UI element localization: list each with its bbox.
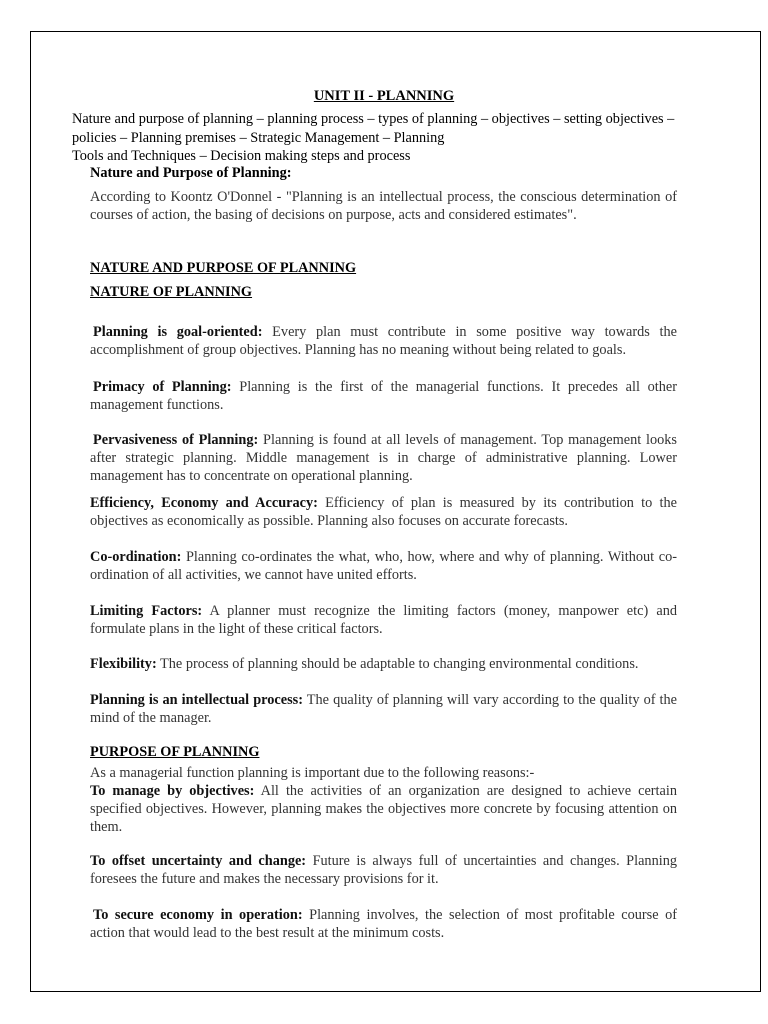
nature-item-text: The process of planning should be adaptable to changing environmental conditions. bbox=[156, 656, 639, 672]
nature-item bbox=[90, 691, 677, 727]
section-heading: NATURE AND PURPOSE OF PLANNING bbox=[90, 260, 357, 276]
syllabus bbox=[72, 110, 712, 166]
nature-item-term: Efficiency, Economy and Accuracy: bbox=[90, 495, 318, 511]
purpose-item-term: To offset uncertainty and change: bbox=[90, 853, 307, 869]
nature-item-term: Planning is an intellectual process: bbox=[90, 692, 303, 708]
nature-item-term: Flexibility: bbox=[90, 656, 157, 672]
nature-item-text: A planner must recognize the limiting factors (money, manpower etc) and formulate plans in the light of these critical factors. bbox=[90, 603, 677, 637]
nature-item-text: The quality of planning will vary according to the quality of the mind of the manager. bbox=[90, 692, 678, 726]
nature-item bbox=[90, 378, 677, 414]
nature-item bbox=[90, 431, 677, 485]
purpose-item bbox=[90, 906, 677, 942]
intro-quote: According to Koontz O'Donnel - "Planning is an intellectual process, the conscious determination of courses of action, the basing of decisions on purpose, acts and considered estimates". bbox=[90, 189, 677, 223]
syllabus-line-1: Nature and purpose of planning – planning process – types of planning – objectives – setting objectives – bbox=[72, 111, 675, 127]
nature-item bbox=[90, 548, 677, 584]
nature-item-text: Planning is the first of the managerial functions. It precedes all other management functions. bbox=[90, 379, 678, 413]
nature-item-text: Planning co-ordinates the what, who, how, where and why of planning. Without co-ordination of all activities, we cannot have united efforts. bbox=[90, 549, 677, 583]
nature-item bbox=[90, 323, 677, 359]
purpose-item bbox=[90, 852, 677, 888]
nature-item-term: Limiting Factors: bbox=[90, 603, 203, 619]
syllabus-line-3: Tools and Techniques – Decision making steps and process bbox=[72, 148, 411, 164]
purpose-block bbox=[90, 764, 677, 836]
purpose-item-term: To secure economy in operation: bbox=[93, 907, 303, 923]
purpose-lead: As a managerial function planning is important due to the following reasons:- bbox=[90, 765, 535, 781]
nature-item bbox=[90, 655, 677, 673]
nature-item-term: Pervasiveness of Planning: bbox=[93, 432, 259, 448]
purpose-item-text: Planning involves, the selection of most profitable course of action that would lead to the best result at the minimum costs. bbox=[90, 907, 677, 941]
document-title: UNIT II - PLANNING bbox=[313, 88, 455, 104]
nature-item bbox=[90, 602, 677, 638]
purpose-heading: PURPOSE OF PLANNING bbox=[90, 744, 260, 760]
nature-item-text: Every plan must contribute in some positive way towards the accomplishment of group objectives. Planning has no meaning without being related to goals. bbox=[90, 324, 677, 358]
purpose-item-term: To manage by objectives: bbox=[90, 783, 255, 799]
nature-item bbox=[90, 494, 677, 530]
nature-item-term: Primacy of Planning: bbox=[93, 379, 232, 395]
purpose-item-text: Future is always full of uncertainties and changes. Planning foresees the future and makes the necessary provisions for it. bbox=[90, 853, 677, 887]
nature-item-text: Efficiency of plan is measured by its contribution to the objectives as economically as possible. Planning also focuses on accurate forecasts. bbox=[90, 495, 677, 529]
purpose-item-text: All the activities of an organization are designed to achieve certain specified objectives. However, planning makes the objectives more concrete by focusing attention on them. bbox=[90, 783, 677, 835]
syllabus-line-2: policies – Planning premises – Strategic Management – Planning bbox=[72, 129, 445, 146]
intro-heading: Nature and Purpose of Planning: bbox=[90, 165, 292, 181]
nature-item-term: Planning is goal-oriented: bbox=[93, 324, 263, 340]
nature-heading: NATURE OF PLANNING bbox=[90, 284, 253, 300]
nature-item-term: Co-ordination: bbox=[90, 549, 182, 565]
nature-item-text: Planning is found at all levels of management. Top management looks after strategic planning. Middle management is in charge of administrative planning. Lower management has to concentrate on operational planning. bbox=[90, 432, 677, 484]
purpose-item bbox=[90, 782, 677, 836]
